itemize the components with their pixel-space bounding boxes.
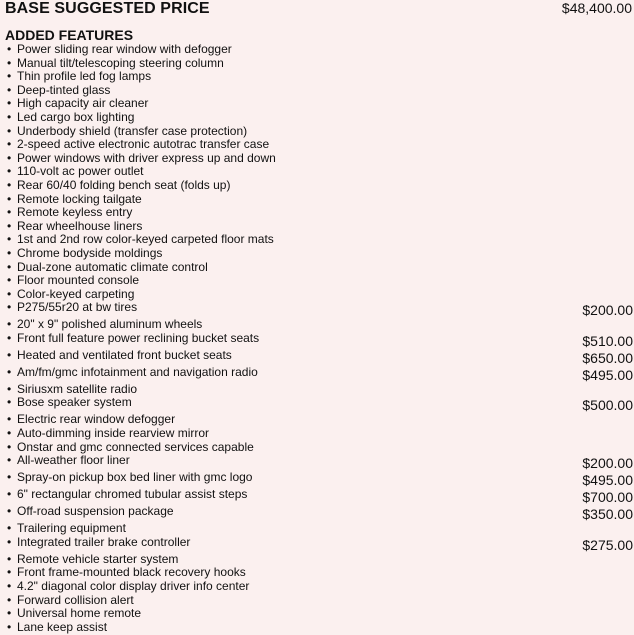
feature-item xyxy=(0,125,634,139)
feature-item xyxy=(0,206,634,220)
feature-item xyxy=(0,332,634,349)
feature-label: Am/fm/gmc infotainment and navigation radio xyxy=(17,364,258,379)
feature-label: 1st and 2nd row color-keyed carpeted floor mats xyxy=(17,232,274,247)
feature-text xyxy=(7,43,232,57)
bullet-icon: • xyxy=(7,164,12,179)
bullet-icon: • xyxy=(7,565,12,580)
feature-item xyxy=(0,247,634,261)
feature-item xyxy=(0,366,634,383)
feature-text xyxy=(7,566,246,580)
feature-text xyxy=(7,179,230,193)
feature-label: Color-keyed carpeting xyxy=(17,286,135,301)
bullet-icon: • xyxy=(7,317,12,332)
feature-label: P275/55r20 at bw tires xyxy=(17,300,138,315)
feature-item xyxy=(0,193,634,207)
feature-text xyxy=(7,125,247,139)
feature-label: Electric rear window defogger xyxy=(17,412,176,427)
feature-item xyxy=(0,607,634,621)
feature-text xyxy=(7,220,142,234)
feature-item xyxy=(0,274,634,288)
feature-label: Led cargo box lighting xyxy=(17,109,135,124)
feature-text xyxy=(7,441,254,455)
feature-label: Floor mounted console xyxy=(17,273,140,288)
feature-label: Siriusxm satellite radio xyxy=(17,381,138,396)
feature-label: 6" rectangular chromed tubular assist steps xyxy=(17,487,248,502)
feature-item xyxy=(0,553,634,567)
feature-text xyxy=(7,396,132,410)
bullet-icon: • xyxy=(7,245,12,260)
feature-label: 4.2" diagonal color display driver info center xyxy=(17,579,250,594)
feature-text xyxy=(7,413,175,427)
feature-item xyxy=(0,349,634,366)
feature-label: Manual tilt/telescoping steering column xyxy=(17,55,224,70)
feature-item xyxy=(0,152,634,166)
feature-text xyxy=(7,427,209,441)
feature-text xyxy=(7,57,224,71)
feature-text xyxy=(7,247,162,261)
feature-item xyxy=(0,488,634,505)
feature-item xyxy=(0,301,634,318)
feature-text xyxy=(7,621,107,635)
feature-label: Remote vehicle starter system xyxy=(17,551,179,566)
feature-text xyxy=(7,505,174,519)
feature-text xyxy=(7,454,130,468)
bullet-icon: • xyxy=(7,534,12,549)
feature-item xyxy=(0,427,634,441)
bullet-icon: • xyxy=(7,487,12,502)
feature-item xyxy=(0,441,634,455)
feature-item xyxy=(0,318,634,332)
feature-label: Integrated trailer brake controller xyxy=(17,534,191,549)
bullet-icon: • xyxy=(7,286,12,301)
feature-label: All-weather floor liner xyxy=(17,453,130,468)
feature-text xyxy=(7,607,141,621)
bullet-icon: • xyxy=(7,439,12,454)
feature-label: Rear wheelhouse liners xyxy=(17,218,143,233)
feature-item xyxy=(0,454,634,471)
bullet-icon: • xyxy=(7,347,12,362)
feature-label: Universal home remote xyxy=(17,606,142,621)
feature-item xyxy=(0,621,634,635)
feature-label: High capacity air cleaner xyxy=(17,96,149,111)
feature-label: Chrome bodyside moldings xyxy=(17,245,163,260)
feature-item xyxy=(0,261,634,275)
feature-text xyxy=(7,332,259,346)
feature-price: $200.00 xyxy=(582,455,633,472)
feature-text xyxy=(7,522,126,536)
feature-label: Power sliding rear window with defogger xyxy=(17,42,232,56)
page-title: BASE SUGGESTED PRICE xyxy=(5,0,210,17)
feature-text xyxy=(7,488,247,502)
feature-text xyxy=(7,261,208,275)
bullet-icon: • xyxy=(7,470,12,485)
feature-label: Forward collision alert xyxy=(17,592,134,607)
bullet-icon: • xyxy=(7,150,12,165)
feature-text xyxy=(7,366,258,380)
bullet-icon: • xyxy=(7,521,12,536)
feature-price: $500.00 xyxy=(582,397,633,414)
feature-item xyxy=(0,57,634,71)
feature-label: Dual-zone automatic climate control xyxy=(17,259,208,274)
feature-text xyxy=(7,288,134,302)
feature-item xyxy=(0,566,634,580)
feature-item xyxy=(0,179,634,193)
feature-text xyxy=(7,138,269,152)
feature-item xyxy=(0,233,634,247)
feature-item xyxy=(0,138,634,152)
feature-text xyxy=(7,536,190,550)
feature-text xyxy=(7,274,139,288)
feature-text xyxy=(7,349,232,363)
feature-label: Underbody shield (transfer case protection) xyxy=(17,123,248,138)
feature-text xyxy=(7,111,134,125)
bullet-icon: • xyxy=(7,109,12,124)
base-price: $48,400.00 xyxy=(561,0,632,16)
feature-label: Deep-tinted glass xyxy=(17,82,111,97)
feature-list xyxy=(0,43,634,634)
feature-text xyxy=(7,206,132,220)
bullet-icon: • xyxy=(7,205,12,220)
feature-label: Power windows with driver express up and down xyxy=(17,150,276,165)
feature-text xyxy=(7,318,202,332)
feature-item xyxy=(0,43,634,57)
bullet-icon: • xyxy=(7,82,12,97)
feature-price: $510.00 xyxy=(582,332,633,349)
feature-text xyxy=(7,553,178,567)
bullet-icon: • xyxy=(7,191,12,206)
bullet-icon: • xyxy=(7,381,12,396)
bullet-icon: • xyxy=(7,504,12,519)
feature-price: $650.00 xyxy=(582,349,633,366)
feature-text xyxy=(7,193,142,207)
section-title: ADDED FEATURES xyxy=(5,27,134,43)
feature-label: Remote keyless entry xyxy=(17,205,133,220)
bullet-icon: • xyxy=(7,232,12,247)
feature-price: $350.00 xyxy=(582,506,633,523)
feature-item xyxy=(0,220,634,234)
bullet-icon: • xyxy=(7,218,12,233)
bullet-icon: • xyxy=(7,273,12,288)
feature-item xyxy=(0,580,634,594)
feature-text xyxy=(7,165,144,179)
feature-label: Spray-on pickup box bed liner with gmc logo xyxy=(17,470,253,485)
feature-label: Bose speaker system xyxy=(17,395,132,410)
bullet-icon: • xyxy=(7,364,12,379)
feature-label: Onstar and gmc connected services capable xyxy=(17,439,254,454)
feature-item xyxy=(0,383,634,397)
feature-item xyxy=(0,396,634,413)
bullet-icon: • xyxy=(7,619,12,634)
feature-item xyxy=(0,84,634,98)
feature-price: $700.00 xyxy=(582,489,633,506)
feature-label: Heated and ventilated front bucket seats xyxy=(17,347,232,362)
feature-label: Lane keep assist xyxy=(17,619,108,634)
feature-label: Thin profile led fog lamps xyxy=(17,69,152,84)
bullet-icon: • xyxy=(7,259,12,274)
feature-text xyxy=(7,84,110,98)
feature-item xyxy=(0,288,634,302)
bullet-icon: • xyxy=(7,453,12,468)
feature-label: Auto-dimming inside rearview mirror xyxy=(17,426,210,441)
feature-price: $200.00 xyxy=(582,302,633,319)
feature-label: 110-volt ac power outlet xyxy=(17,164,144,179)
bullet-icon: • xyxy=(7,177,12,192)
bullet-icon: • xyxy=(7,330,12,345)
bullet-icon: • xyxy=(7,55,12,70)
bullet-icon: • xyxy=(7,606,12,621)
feature-item xyxy=(0,536,634,553)
feature-price: $495.00 xyxy=(582,366,633,383)
feature-label: 20" x 9" polished aluminum wheels xyxy=(17,317,203,332)
bullet-icon: • xyxy=(7,395,12,410)
feature-item xyxy=(0,471,634,488)
feature-text xyxy=(7,70,151,84)
feature-label: Front frame-mounted black recovery hooks xyxy=(17,565,246,580)
feature-item xyxy=(0,505,634,522)
feature-text xyxy=(7,97,148,111)
feature-label: Trailering equipment xyxy=(17,521,126,536)
feature-item xyxy=(0,165,634,179)
bullet-icon: • xyxy=(7,42,12,56)
feature-item xyxy=(0,97,634,111)
bullet-icon: • xyxy=(7,123,12,138)
price-header xyxy=(0,0,634,20)
bullet-icon: • xyxy=(7,96,12,111)
feature-text xyxy=(7,471,252,485)
feature-label: Rear 60/40 folding bench seat (folds up) xyxy=(17,177,231,192)
feature-text xyxy=(7,580,249,594)
bullet-icon: • xyxy=(7,300,12,315)
bullet-icon: • xyxy=(7,579,12,594)
feature-text xyxy=(7,301,137,315)
feature-label: Front full feature power reclining bucket seats xyxy=(17,330,260,345)
feature-item xyxy=(0,70,634,84)
feature-item xyxy=(0,111,634,125)
bullet-icon: • xyxy=(7,426,12,441)
feature-item xyxy=(0,522,634,536)
feature-item xyxy=(0,413,634,427)
feature-price: $495.00 xyxy=(582,472,633,489)
feature-label: Remote locking tailgate xyxy=(17,191,142,206)
feature-price: $275.00 xyxy=(582,536,633,553)
feature-text xyxy=(7,152,276,166)
feature-text xyxy=(7,594,134,608)
feature-label: 2-speed active electronic autotrac transfer case xyxy=(17,137,270,152)
feature-text xyxy=(7,383,137,397)
bullet-icon: • xyxy=(7,592,12,607)
feature-item xyxy=(0,594,634,608)
bullet-icon: • xyxy=(7,69,12,84)
bullet-icon: • xyxy=(7,412,12,427)
bullet-icon: • xyxy=(7,551,12,566)
bullet-icon: • xyxy=(7,137,12,152)
feature-label: Off-road suspension package xyxy=(17,504,174,519)
feature-text xyxy=(7,233,274,247)
